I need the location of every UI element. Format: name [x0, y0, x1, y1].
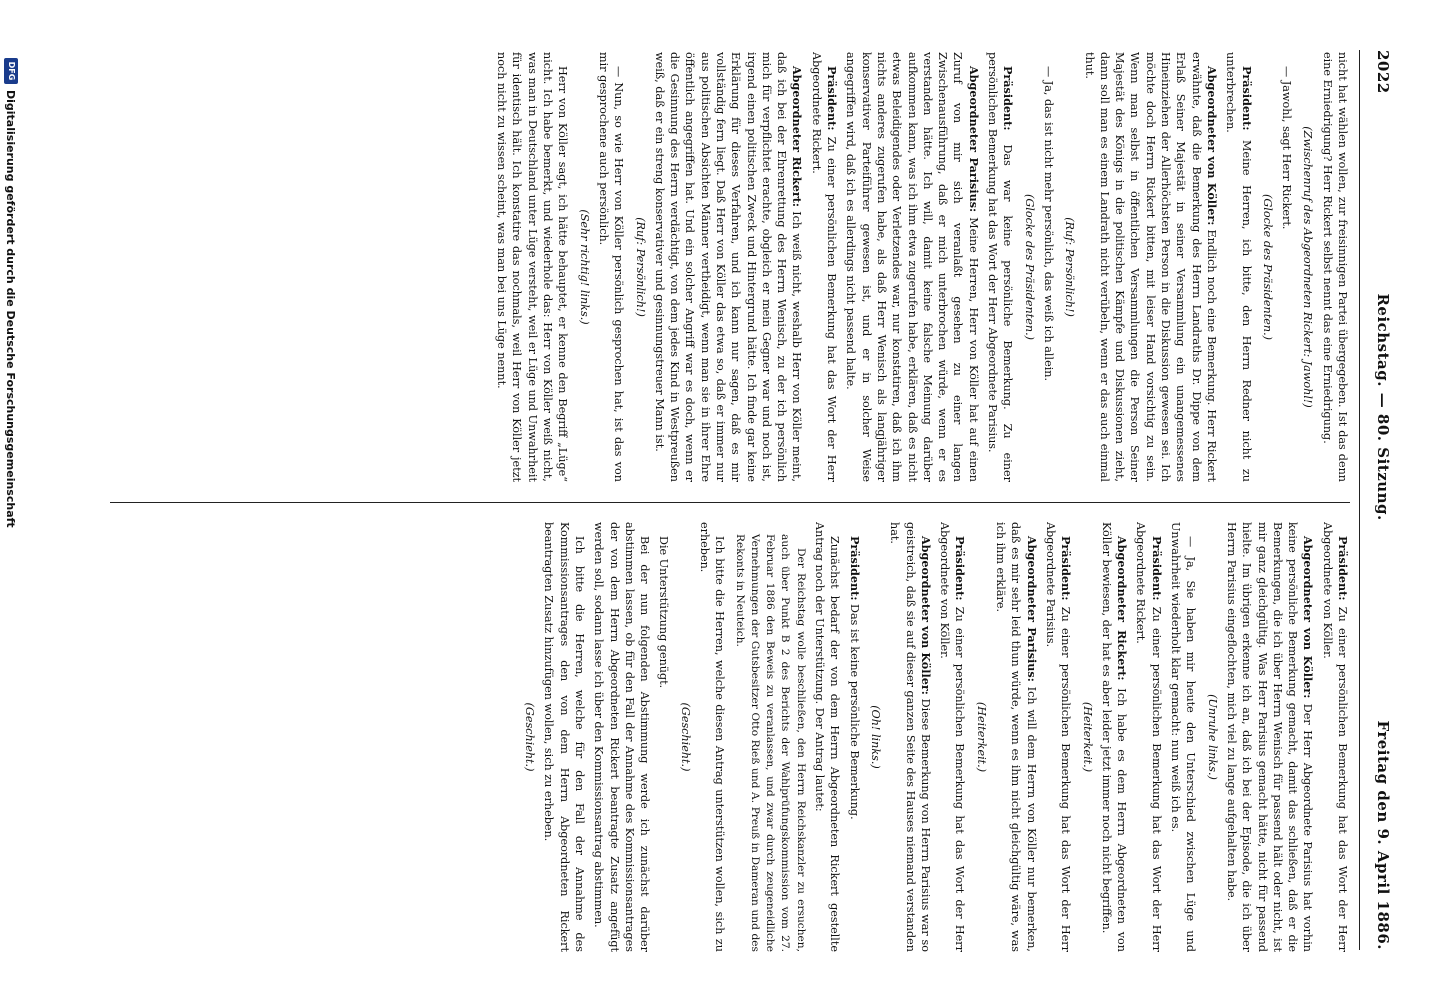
paragraph: [656, 522, 671, 952]
stage-direction: (Heiterkeit.): [974, 701, 988, 773]
paragraph: [1223, 52, 1254, 482]
paragraph: [697, 522, 728, 952]
speaker-name: Präsident:: [1001, 66, 1016, 131]
paragraph-text: — Ja, Sie haben mir heute den Unterschied zwischen Lüge und Unwahrheit wiederholt klar gemacht: nun weiß ich es.: [1169, 522, 1198, 952]
stage-direction: (Ruf: Persönlich!): [633, 217, 647, 317]
stage-direction: (Sehr richtig! links.): [577, 209, 591, 325]
paragraph-text: Zunächst bedarf der von dem Herrn Abgeordneten Rickert gestellte Antrag noch der Unterstützung. Der Antrag lautet:: [813, 522, 842, 952]
paragraph: [1099, 522, 1130, 952]
speaker-name: Präsident:: [847, 536, 862, 601]
paragraph-text: Meine Herren, ich bitte, den Herrn Redner nicht zu unterbrechen.: [1224, 52, 1253, 482]
dfg-logo: DFG: [4, 58, 18, 84]
page-header: [1364, 50, 1392, 950]
stage-direction: (Heiterkeit.): [1080, 701, 1094, 773]
paragraph: [1043, 522, 1074, 952]
speaker-name: Präsident:: [825, 66, 840, 131]
speaker-name: Abgeordneter von Köller:: [1301, 536, 1316, 699]
paragraph: [1081, 52, 1219, 482]
stage-direction: (Geschieht.): [523, 702, 537, 772]
paragraph: [1279, 52, 1294, 482]
speaker-name: Präsident:: [1336, 536, 1350, 601]
paragraph-text: Das ist keine persönliche Bemerkung.: [847, 600, 861, 820]
paragraph: [1133, 522, 1164, 952]
paragraph-text: Bei der nun folgenden Abstimmung werde ich zunächst darüber abstimmen lassen, ob für den Fall der Annahme des Kommissionsantrages der von dem Herrn Abgeordneten Rickert beantragte Zusatz angefügt werden soll, sodann lasse ich über den Kommissionsantrag abstimmen.: [592, 522, 652, 952]
paragraph-text: Zu einer persönlichen Bemerkung hat das Wort der Herr Abgeordnete Parisius.: [1043, 522, 1073, 952]
speaker-name: Abgeordneter Rickert:: [790, 66, 805, 208]
paragraph-text: Diese Bemerkung von Herrn Parisius war so geistreich, daß sie auf dieser ganzen Seite des Hauses niemand verstanden hat.: [888, 522, 932, 952]
speaker-name: Präsident:: [1239, 66, 1254, 131]
paragraph-text: Herr von Köller sagt, ich hätte behauptet, er kenne den Begriff „Lüge“ nicht. Ich habe bemerkt, und wiederhole das: Herr von Köller weiß nicht, was man in Deutschland unter Lüge versteht, weil er Lüge und Unwahrheit für identisch hält. Ich konstatire das nochmals, weil Herr von Köller jetzt noch nicht zu wissen scheint, was man bei uns Lüge nennt.: [495, 52, 570, 482]
speaker-name: Präsident:: [1149, 536, 1164, 601]
digitization-note: [0, 0, 22, 1000]
paragraph-text: Zu einer persönlichen Bemerkung hat das Wort der Herr Abgeordnete von Köller.: [1320, 522, 1349, 952]
paragraph: [812, 522, 843, 952]
paragraph: [1168, 522, 1199, 952]
paragraph-text: Das war keine persönliche Bemerkung. Zu einer persönlichen Bemerkung hat das Wort der Herr Abgeordnete Parisius.: [986, 52, 1015, 482]
speaker-name: Abgeordneter Parisius:: [1024, 536, 1039, 682]
stage-direction: (Ruf: Persönlich!): [1063, 217, 1077, 317]
right-column: [516, 522, 1350, 952]
paragraph: [596, 52, 627, 482]
paragraph-text: Zu einer persönlichen Bemerkung hat das Wort der Herr Abgeordnete Rickert.: [809, 52, 839, 482]
paragraph: [993, 522, 1039, 952]
paragraph-text: Meine Herren, Herr von Köller hat auf einen Zuruf von mir sich veranlaßt gesehen zu einer langen Zwischenausführung, daß er mich unterbrochen würde, wenn er es verstanden hätte. Ich will, damit keine falsche Meinung darüber aufkommen kann, was ich ihm etwa zugerufen habe, erklären, daß es nicht etwas Beleidigendes oder Verletzendes war, nur konstatiren, daß ich ihm nichts anderes zugerufen habe, als daß Herr Wenisch als langjähriger konservativer Parteiführer gewesen ist, und er in solcher Weise angegriffen wird, daß ich es allerdings nicht passend halte.: [844, 52, 980, 482]
paragraph: [1224, 522, 1316, 952]
digitization-text: Digitalisierung gefördert durch die Deutsche Forschungsgemeinschaft: [4, 90, 18, 528]
paragraph: [887, 522, 933, 952]
paragraph: [1319, 522, 1350, 952]
column-divider: [110, 502, 1350, 503]
paragraph-text: Ich bitte die Herren, welche diesen Antrag unterstützen wollen, sich zu erheben.: [698, 522, 727, 952]
left-column: [490, 52, 1350, 482]
paragraph-text: Endlich noch eine Bemerkung. Herr Rickert erwähnte, daß die Bemerkung des Herrn Landraths Dr. Dippe von dem Erlaß Seiner Majestät in seiner Versammlung ein unangemessenes Hineinziehen der Allerhöchsten Person in die Diskussion gewesen sei. Ich möchte doch Herrn Rickert bitten, mit leiser Hand vorsichtig zu sein. Wenn man selbst in öffentlichen Versammlungen die Person Seiner Majestät des Königs in die politischen Kämpfe und Diskussionen zieht, dann soll man es einem Landrath nicht verübeln, wenn er das auch einmal thut.: [1082, 52, 1218, 482]
speaker-name: Präsident:: [953, 536, 968, 601]
paragraph-text: Ich will dem Herrn von Köller nur bemerken, daß es mir sehr leid thun würde, wenn es ihm nicht gleichgültig wäre, was ich ihm erkläre.: [994, 522, 1038, 952]
paragraph-text: Ich weiß nicht, weshalb Herr von Köller meint, daß ich bei der Ehrenrettung des Herrn Wenisch, zu der ich persönlich mich für verpflichtet erachte, obgleich er mein Gegner war und noch ist, irgend einen politischen Zweck und Hintergrund hätte. Ich finde gar keine Erklärung für dieses Verfahren, und ich kann nur sagen, daß es mir vollständig fern liegt. Daß Herr von Köller das etwa so, daß er immer nur aus politischen Absichten Männer vertheidigt, wenn man sie in ihrer Ehre öffentlich angegriffen hat. Und ein solcher Angriff war es doch, wenn er die Gesinnung des Herrn verdächtigt, von dem jedes Kind in Westpreußen weiß, daß er ein streng konservativer und gesinnungstreuer Mann ist.: [652, 52, 804, 483]
paragraph: [1041, 52, 1056, 482]
paragraph: [937, 522, 968, 952]
paragraph-text: — Ja, das ist nicht mehr persönlich, das weiß ich allein.: [1041, 66, 1055, 382]
paragraph: [652, 52, 805, 482]
paragraph-text: — Nun, so wie Herr von Köller persönlich gesprochen hat, ist das von mir gesprochene auch persönlich.: [596, 52, 626, 482]
stage-direction: (Glocke des Präsidenten.): [1260, 193, 1274, 340]
paragraph-text: Der Herr Abgeordnete Parisius hat vorhin keine persönliche Bemerkung gemacht, damit das schließen, daß er die Bemerkungen, die ich über Herrn Wenisch für passend hält oder nicht, ist mir ganz gleichgültig. Was Herr Parisius gemacht hätte, nicht für passend hielte. Im übrigen erkenne ich an, daß ich bei der Episode, die ich über Herrn Parisius eingeflochten, mich viel zu lange aufgehalten habe.: [1224, 522, 1315, 952]
session-date: Freitag den 9. April 1886.: [1374, 720, 1392, 950]
speaker-name: Abgeordneter von Köller:: [918, 536, 933, 695]
stage-direction: (Glocke des Präsidenten.): [1022, 193, 1036, 340]
paragraph: [843, 52, 981, 482]
speaker-name: Abgeordneter von Köller:: [1204, 66, 1219, 226]
speaker-name: Abgeordneter Rickert:: [1115, 536, 1130, 681]
section-title: Reichstag. — 80. Sitzung.: [1374, 293, 1392, 521]
speaker-name: Präsident:: [1059, 536, 1074, 601]
paragraph: [809, 52, 840, 482]
paragraph: [541, 522, 587, 952]
stage-direction: (Zwischenruf des Abgeordneten Rickert: Jawohl!): [1301, 126, 1315, 408]
stage-direction: (Unruhe links.): [1205, 694, 1219, 780]
stage-direction: (Geschieht.): [678, 702, 692, 772]
paragraph: [985, 52, 1016, 482]
paragraph-text: Die Unterstützung genügt.: [657, 536, 671, 689]
paragraph-text: Ich bitte die Herren, welche für den Fall der Annahme des Kommissionsantrages den von dem Herrn Abgeordneten Rickert beantragten Zusatz hinzufügen wollen, sich zu erheben.: [542, 522, 586, 952]
page-number: 2022: [1374, 50, 1392, 94]
paragraph-text: — Jawohl, sagt Herr Rickert.: [1280, 66, 1294, 230]
paragraph: [846, 522, 861, 952]
paragraph: [591, 522, 652, 952]
paragraph-text: Zu einer persönlichen Bemerkung hat das Wort der Herr Abgeordnete von Köller.: [938, 522, 967, 952]
paragraph: [494, 52, 570, 482]
header-rule: [1359, 50, 1360, 950]
speaker-name: Abgeordneter Parisius:: [966, 66, 981, 213]
paragraph-text: nicht hat wählen wollen, zur freisinnigen Partei übergegeben. Ist das denn eine Erniedrigung? Herr Rickert selbst nennt das eine Erniedrigung.: [1320, 52, 1349, 482]
paragraph-text: Ich habe es dem Herrn Abgeordneten von Köller bewiesen, der hat es aber leider jetzt immer noch nicht begriffen.: [1099, 522, 1129, 952]
stage-direction: (Oh! links.): [868, 705, 882, 769]
paragraph-text: Zu einer persönlichen Bemerkung hat das Wort der Herr Abgeordnete Rickert.: [1134, 522, 1163, 952]
motion-text: Der Reichstag wolle beschließen, den Herrn Reichskanzler zu ersuchen, auch über Punkt B 2 des Berichts der Wahlprüfungskommission vom 27. Februar 1886 den Beweis zu veranlassen, und zwar durch zeugeneidliche Vernehmungen der Gutsbesitzer Otto Rieß und A. Preuß in Dameran und des Rekonts in Neuteich.: [733, 534, 807, 952]
paragraph: [1319, 52, 1350, 482]
